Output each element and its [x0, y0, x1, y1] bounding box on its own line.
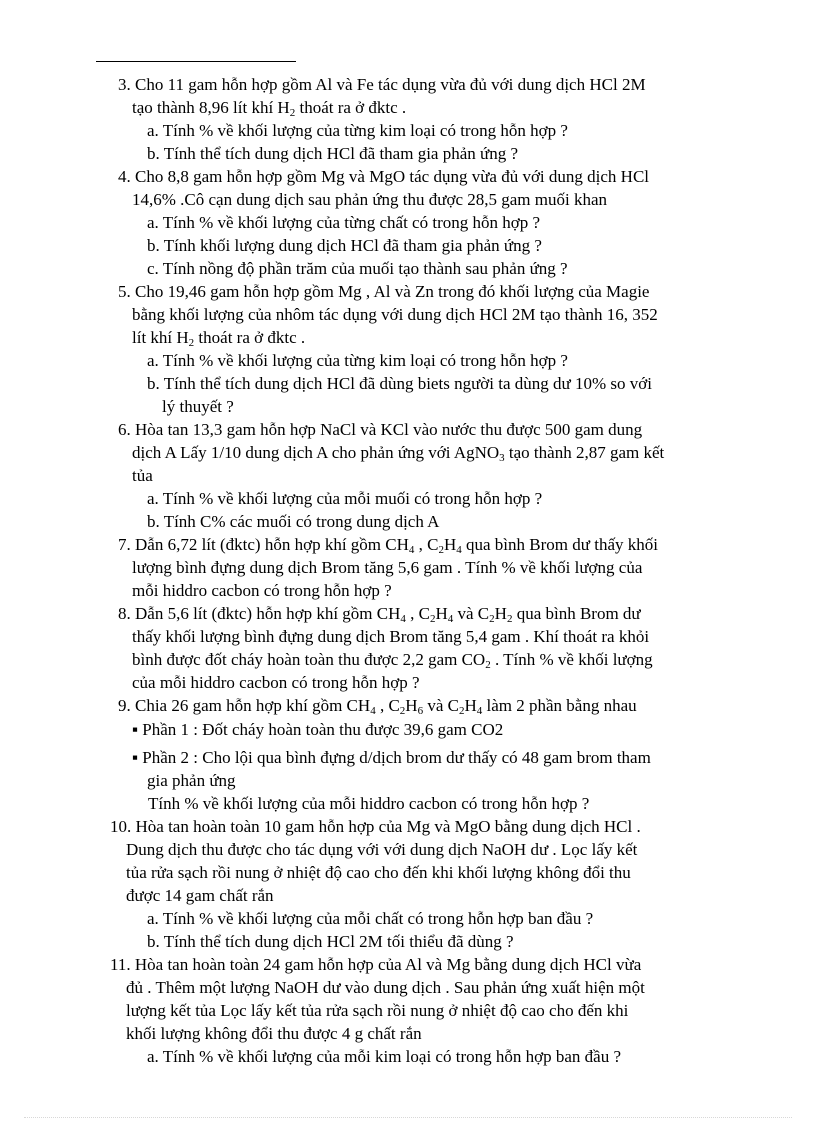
text-run: . Tính % về khối lượng [490, 650, 653, 669]
text-run: b. Tính C% các muối có trong dung dịch A [147, 512, 440, 531]
text-run: lượng kết tủa Lọc lấy kết tủa rửa sạch rồi nung ở nhiệt độ cao cho đến khi [126, 1001, 629, 1020]
subscript: 4 [400, 613, 406, 625]
text-run: , C [375, 696, 400, 715]
text-run: đủ . Thêm một lượng NaOH dư vào dung dịch . Sau phản ứng xuất hiện một [126, 978, 645, 997]
text-run: a. Tính % về khối lượng của mỗi chất có trong hỗn hợp ban đầu ? [147, 909, 594, 928]
text-run: thoát ra ở đktc . [194, 328, 306, 347]
text-run: dịch A Lấy 1/10 dung dịch A cho phản ứng với AgNO [132, 443, 500, 462]
text-line [147, 349, 568, 372]
text-line [118, 418, 642, 441]
text-run: khối lượng không đổi thu được 4 g chất rắn [126, 1024, 422, 1043]
text-line [147, 907, 593, 930]
text-run: a. Tính % về khối lượng của từng kim loại có trong hỗn hợp ? [147, 121, 568, 140]
text-line [147, 257, 568, 280]
text-run: H [405, 696, 418, 715]
subscript: 4 [408, 544, 415, 556]
text-run: b. Tính thể tích dung dịch HCl 2M tối thiểu đã dùng ? [147, 932, 514, 951]
header-rule [96, 61, 296, 62]
text-line [132, 556, 642, 579]
subscript: 2 [289, 107, 296, 119]
text-run: tủa rửa sạch rồi nung ở nhiệt độ cao cho đến khi khối lượng không đổi thu [126, 863, 631, 882]
text-line [147, 234, 542, 257]
text-run: làm 2 phần bằng nhau [482, 696, 637, 715]
text-run: , C [405, 604, 430, 623]
text-line [126, 1022, 422, 1045]
subscript: 4 [476, 705, 483, 717]
page-bottom-border [24, 1117, 792, 1118]
text-run: c. Tính nồng độ phần trăm của muối tạo thành sau phản ứng ? [147, 259, 568, 278]
text-line [118, 280, 649, 303]
text-line [110, 815, 641, 838]
text-run: Dung dịch thu được cho tác dụng với với dung dịch NaOH dư . Lọc lấy kết [126, 840, 638, 859]
text-line [132, 746, 651, 769]
text-line [147, 769, 236, 792]
text-run: b. Tính khối lượng dung dịch HCl đã tham gia phản ứng ? [147, 236, 542, 255]
text-line [118, 73, 646, 96]
text-run: lý thuyết ? [162, 397, 234, 416]
text-line [118, 602, 641, 625]
text-run: a. Tính % về khối lượng của mỗi kim loại có trong hỗn hợp ban đầu ? [147, 1047, 621, 1066]
text-line [126, 884, 274, 907]
text-line [132, 648, 653, 671]
text-line [132, 188, 607, 211]
text-run: H [464, 696, 477, 715]
text-run: mỗi hiddro cacbon có trong hỗn hợp ? [132, 581, 392, 600]
text-run: H [494, 604, 507, 623]
text-run: b. Tính thể tích dung dịch HCl đã tham gia phản ứng ? [147, 144, 519, 163]
text-run: 14,6% .Cô cạn dung dịch sau phản ứng thu được 28,5 gam muối khan [132, 190, 608, 209]
text-run: a. Tính % về khối lượng của mỗi muối có trong hỗn hợp ? [147, 489, 543, 508]
text-line [118, 533, 658, 556]
subscript: 4 [456, 544, 462, 556]
text-line [147, 211, 540, 234]
subscript: 2 [485, 659, 491, 671]
text-line [132, 303, 658, 326]
text-line [110, 953, 641, 976]
text-line [118, 165, 649, 188]
text-line [147, 119, 568, 142]
text-run: a. Tính % về khối lượng của từng kim loại có trong hỗn hợp ? [147, 351, 568, 370]
text-run: của mỗi hiddro cacbon có trong hỗn hợp ? [132, 673, 420, 692]
text-run: thấy khối lượng bình đựng dung dịch Brom tăng 5,4 gam . Khí thoát ra khỏi [132, 627, 650, 646]
text-run: 5. Cho 19,46 gam hỗn hợp gồm Mg , Al và Zn trong đó khối lượng của Magie [118, 282, 650, 301]
text-line [126, 976, 645, 999]
text-run: Tính % về khối lượng của mỗi hiddro cacbon có trong hỗn hợp ? [148, 794, 590, 813]
text-run: bằng khối lượng của nhôm tác dụng với dung dịch HCl 2M tạo thành 16, 352 [132, 305, 658, 324]
text-line [132, 464, 153, 487]
text-line [162, 395, 234, 418]
text-run: tủa [132, 466, 153, 485]
text-line [132, 625, 649, 648]
text-run: thoát ra ở đktc . [295, 98, 407, 117]
text-line [147, 142, 518, 165]
text-run: lượng bình đựng dung dịch Brom tăng 5,6 gam . Tính % về khối lượng của [132, 558, 643, 577]
text-run: tạo thành 2,87 gam kết [504, 443, 665, 462]
text-run: bình được đốt cháy hoàn toàn thu được 2,2 gam CO [132, 650, 486, 669]
text-line [147, 510, 439, 533]
text-line [126, 838, 637, 861]
subscript: 4 [447, 613, 454, 625]
text-run: qua bình Brom dư thấy khối [461, 535, 658, 554]
subscript: 3 [499, 452, 505, 464]
subscript: 4 [370, 705, 376, 717]
text-line [126, 999, 628, 1022]
text-line [132, 579, 392, 602]
text-line [147, 930, 514, 953]
text-run: ▪ Phần 1 : Đốt cháy hoàn toàn thu được 39,6 gam CO2 [132, 720, 504, 739]
text-line [118, 694, 637, 717]
text-run: a. Tính % về khối lượng của từng chất có trong hỗn hợp ? [147, 213, 541, 232]
text-line [132, 718, 503, 741]
text-line [147, 1045, 621, 1068]
text-line [132, 441, 664, 464]
text-run: 11. Hòa tan hoàn toàn 24 gam hỗn hợp của Al và Mg bằng dung dịch HCl vừa [110, 955, 642, 974]
subscript: 2 [506, 613, 513, 625]
text-line [126, 861, 631, 884]
text-line [147, 372, 652, 395]
text-run: và C [423, 696, 459, 715]
subscript: 2 [458, 705, 465, 717]
subscript: 2 [429, 613, 436, 625]
text-run: 4. Cho 8,8 gam hỗn hợp gồm Mg và MgO tác dụng vừa đủ với dung dịch HCl [118, 167, 650, 186]
text-run: H [435, 604, 448, 623]
text-line [147, 487, 542, 510]
subscript: 6 [417, 705, 424, 717]
text-run: lít khí H [132, 328, 189, 347]
text-run: qua bình Brom dư [512, 604, 641, 623]
text-run: tạo thành 8,96 lít khí H [132, 98, 290, 117]
text-run: b. Tính thể tích dung dịch HCl đã dùng biets người ta dùng dư 10% so với [147, 374, 652, 393]
text-run: ▪ Phần 2 : Cho lội qua bình đựng d/dịch brom dư thấy có 48 gam brom tham [132, 748, 651, 767]
subscript: 2 [438, 544, 444, 556]
subscript: 2 [188, 337, 195, 349]
subscript: 2 [399, 705, 406, 717]
text-run: 7. Dẫn 6,72 lít (đktc) hỗn hợp khí gồm CH [118, 535, 409, 554]
text-line [132, 96, 406, 119]
text-line [148, 792, 589, 815]
text-run: H [443, 535, 457, 554]
text-run: 3. Cho 11 gam hỗn hợp gồm Al và Fe tác dụng vừa đủ với dung dịch HCl 2M [118, 75, 646, 94]
text-run: được 14 gam chất rắn [126, 886, 274, 905]
text-line [132, 326, 305, 349]
text-run: 8. Dẫn 5,6 lít (đktc) hỗn hợp khí gồm CH [118, 604, 401, 623]
text-run: và C [453, 604, 490, 623]
text-line [132, 671, 420, 694]
text-run: 6. Hòa tan 13,3 gam hỗn hợp NaCl và KCl vào nước thu được 500 gam dung [118, 420, 643, 439]
text-run: 10. Hòa tan hoàn toàn 10 gam hỗn hợp của Mg và MgO bằng dung dịch HCl . [110, 817, 641, 836]
subscript: 2 [489, 613, 495, 625]
text-run: , C [414, 535, 439, 554]
text-run: gia phản ứng [147, 771, 236, 790]
text-run: 9. Chia 26 gam hỗn hợp khí gồm CH [118, 696, 371, 715]
